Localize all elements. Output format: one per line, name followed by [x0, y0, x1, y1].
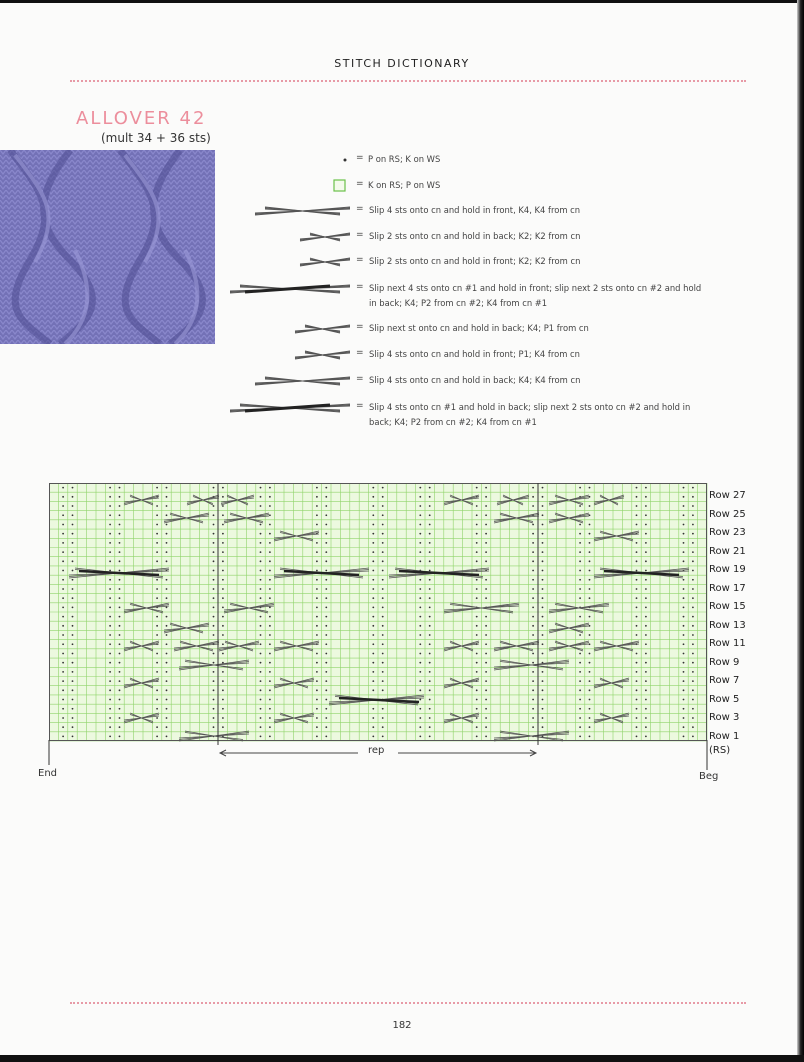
cable-2-2-back-icon — [230, 230, 350, 244]
stitch-chart — [49, 483, 709, 745]
chart-edge-ticks — [0, 740, 804, 780]
page-number: 182 — [392, 1020, 412, 1031]
row-label: Row 15 — [709, 601, 746, 612]
legend-equals: = — [356, 348, 364, 358]
legend-equals: = — [356, 282, 364, 292]
legend-text: Slip next 4 sts onto cn #1 and hold in front; slip next 2 sts onto cn #2 and hold in back; K4; P2 from cn #2; K4 from cn #1 — [369, 283, 702, 308]
row-label: Row 13 — [709, 619, 746, 631]
row-label: Row 17 — [709, 582, 746, 594]
cable-1-4-front-purl-icon — [230, 348, 350, 362]
legend-text: Slip 4 sts onto cn #1 and hold in back; slip next 2 sts onto cn #2 and hold in back; K4; P2 from cn #2; K4 from cn #1 — [369, 402, 691, 427]
chart-beg-label: Beg — [699, 771, 719, 782]
row-label: Row 21 — [709, 545, 746, 557]
row-label: Row 19 — [709, 564, 746, 575]
row-label: Row 9 — [709, 656, 740, 668]
cable-4-4-back-icon — [230, 374, 350, 388]
page-gutter-shadow — [797, 0, 804, 1062]
purl-dot-icon — [340, 153, 350, 167]
dotted-rule-bottom — [70, 1002, 746, 1004]
knit-square-icon — [333, 179, 347, 193]
row-label: Row 25 — [709, 508, 746, 520]
legend-equals: = — [356, 374, 364, 384]
legend-text: K on RS; P on WS — [368, 180, 441, 190]
legend-equals: = — [356, 204, 364, 214]
swatch-photo — [0, 150, 215, 344]
cable-4-4-front-icon — [230, 204, 350, 218]
chart-end-label: End — [38, 768, 58, 779]
row-label: Row 11 — [709, 638, 746, 649]
cable-2-2-front-icon — [230, 255, 350, 269]
row-label: Row 5 — [709, 693, 740, 705]
scan-border-bottom — [0, 1055, 804, 1062]
row-label: (RS) — [709, 745, 731, 756]
row-label: Row 3 — [709, 712, 740, 723]
cable-4-2-4-front-icon — [230, 282, 350, 296]
running-head: STITCH DICTIONARY — [334, 57, 470, 70]
repeat-label: rep — [368, 745, 385, 756]
legend-text: P on RS; K on WS — [368, 154, 441, 164]
legend-equals: = — [356, 230, 364, 240]
legend-text: Slip 2 sts onto cn and hold in back; K2; K2 from cn — [369, 231, 581, 241]
row-label: Row 1 — [709, 730, 740, 742]
legend-text: Slip 4 sts onto cn and hold in front; P1; K4 from cn — [369, 349, 580, 359]
legend-text: Slip 2 sts onto cn and hold in front; K2; K2 from cn — [369, 256, 581, 266]
cable-4-2-4-back-icon — [230, 401, 350, 415]
dotted-rule-top — [70, 80, 746, 82]
legend-equals: = — [356, 322, 364, 332]
legend-equals: = — [356, 255, 364, 265]
pattern-multiple: (mult 34 + 36 sts) — [101, 131, 211, 145]
row-label: Row 7 — [709, 675, 740, 686]
legend-equals: = — [356, 153, 364, 163]
legend-text: Slip 4 sts onto cn and hold in back; K4; K4 from cn — [369, 375, 581, 385]
pattern-title: ALLOVER 42 — [76, 108, 207, 129]
legend-text: Slip next st onto cn and hold in back; K4; P1 from cn — [369, 323, 589, 333]
row-label: Row 27 — [709, 490, 746, 501]
legend-equals: = — [356, 179, 364, 189]
cable-4-1-back-purl-icon — [230, 322, 350, 336]
row-label: Row 23 — [709, 527, 746, 538]
legend-equals: = — [356, 401, 364, 411]
legend-text: Slip 4 sts onto cn and hold in front, K4, K4 from cn — [369, 205, 581, 215]
